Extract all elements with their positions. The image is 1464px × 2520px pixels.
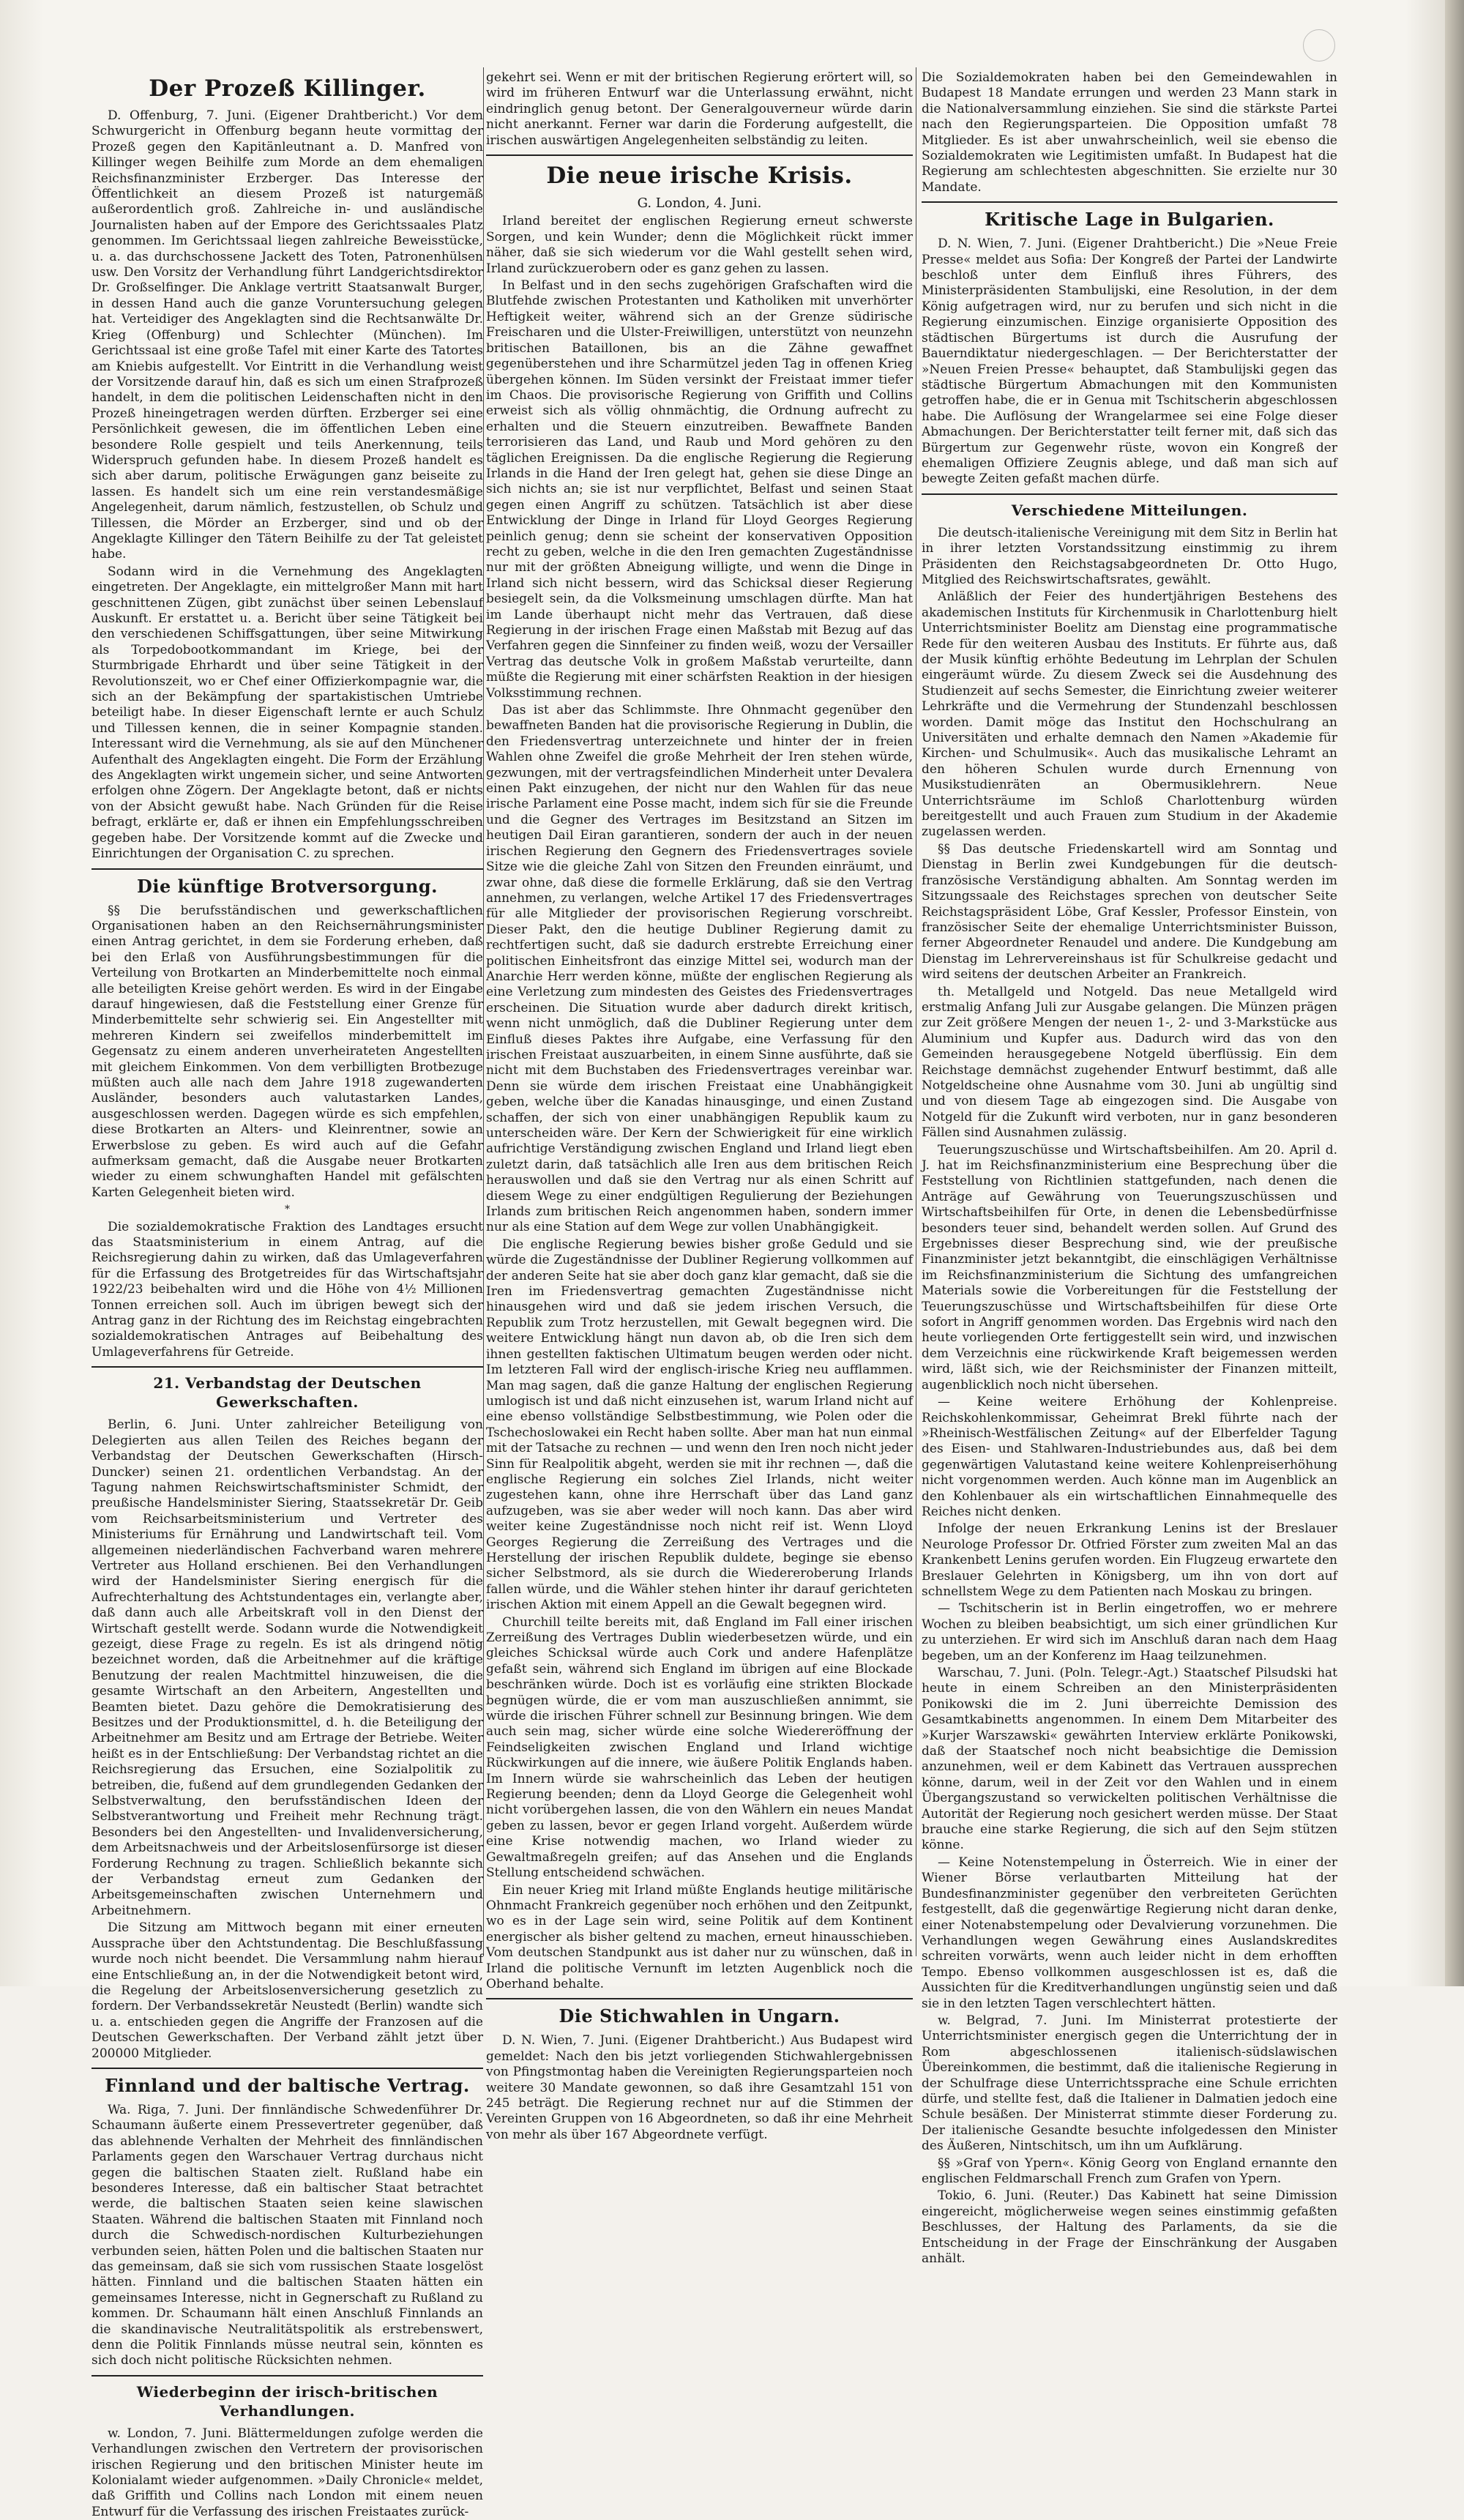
headline-stichwahlen: Die Stichwahlen in Ungarn. xyxy=(559,2005,840,2027)
headline-finnland: Finnland und der baltische Vertrag. xyxy=(105,2074,470,2096)
article-text: — Keine weitere Erhöhung der Kohlenpreise. Reichskohlenkommissar, Geheimrat Brekl führte nach der »Rheinisch-Westfälischen Zeitung« auf der Elberfelder Tagung des Eisen- und Stahlwaren-Industriebundes aus, daß bei dem gegenwärtigen Valutastand keine weitere Kohlenpreiserhöhung nicht vorgenommen werden. Auch könne man im Augenblick an den Kohlenbauer als ein wirtschaftlichen Einnahmequelle des Reiches nicht denken. xyxy=(922,1395,1337,1519)
headline-prozess-killinger: Der Prozeß Killinger. xyxy=(149,75,426,102)
section-rule xyxy=(92,868,483,870)
article-text: Irland bereitet der englischen Regierung erneut schwerste Sorgen, und kein Wunder; denn die Möglichkeit rückt immer näher, daß sie sich wiederum vor die Wahl gestellt sehen wird, Irland zurückzuerobern oder es ganz gehen zu lassen. xyxy=(486,214,913,276)
article-text: In Belfast und in den sechs zugehörigen Grafschaften wird die Blutfehde zwischen Protestanten und Katholiken mit unverhörter Heftigkeit weiter, während sich an der Grenze südirische Freischaren und die Ulster-Freiwilligen, unterstützt von neunzehn britischen Bataillonen, bis an die Zähne gewaffnet gegenüberstehen und ihre Scharmützel jeden Tag in offenen Krieg übergehen können. Im Süden versinkt der Freistaat immer tiefer im Chaos. Die provisorische Regierung von Griffith und Collins erweist sich als völlig ohnmächtig, die Ordnung aufrecht zu erhalten und die Steuern einzutreiben. Bewaffnete Banden terrorisieren das Land, und Raub und Mord gehören zu den täglichen Ereignissen. Da die englische Regierung die Regierung Irlands in die Hand der Iren gelegt hat, gehen sie diese Dinge an sich nichts an; sie ist nur verpflichtet, Belfast und seinen Staat gegen einen Angriff zu schützen. Tatsächlich ist aber diese Entwicklung der Dinge in Irland für Lloyd Georges Regierung peinlich genug; denn sie scheint der konservativen Opposition recht zu geben, welche in die den Iren gemachten Zugeständnisse nur mit der größten Abneigung willigte, und wenn die Dinge in Irland sich nicht bessern, wird das Schicksal dieser Regierung besiegelt sein, da die Volksmeinung umschlagen dürfte. Man hat im Lande überhaupt nicht mehr das Vertrauen, daß diese Regierung in der irischen Frage einen Maßstab mit Bezug auf das Verfahren gegen die Sinnfeiner zu finden weiß, wozu der Versailler Vertrag das deutsche Volk in großem Maßstab verurteilte, dann müßte die Regierung mit einer schärfsten Reaktion in der hiesigen Volksstimmung rechnen. xyxy=(486,278,913,701)
library-stamp xyxy=(1303,29,1335,61)
article-text: Warschau, 7. Juni. (Poln. Telegr.-Agt.) Staatschef Pilsudski hat heute in einem Schreiben an den Ministerpräsidenten Ponikowski die im 2. Juni überreichte Demission des Gesamtkabinetts angenommen. In einem Dem Mitarbeiter des »Kurjer Warszawski« gewährten Interview erklärte Ponikowski, daß der Staatschef noch nicht beabsichtige die Demission anzunehmen, weil er dem Kabinett das Vertrauen aussprechen könne, darum, weil in der Zeit vor den Wahlen und in einem Übergangszustand so verwickelten politischen Verhältnisse die Autorität der Regierung noch gesichert werden müsse. Der Staat brauche eine starke Regierung, die sich auf den Sejm stützen könne. xyxy=(922,1666,1337,1853)
headline-irische-krisis: Die neue irische Krisis. xyxy=(546,163,853,190)
column-1 xyxy=(92,70,483,2519)
article-text: D. N. Wien, 7. Juni. (Eigener Drahtbericht.) Aus Budapest wird gemeldet: Nach den bis jetzt vorliegenden Stichwahlergebnissen von Pfingstmontag haben die Vereinigten Regierungsparteien noch weitere 30 Mandate gewonnen, so daß ihre Gesamtzahl 151 von 245 beträgt. Die Regierung rechnet nur auf die Stimmen der Vereinten Gruppen von 16 Abgeordneten, so daß ihr eine Mehrheit von mehr als über 167 Abgeordnete verfügt. xyxy=(486,2033,913,2142)
section-star: * xyxy=(285,1204,290,1216)
article-text: Ein neuer Krieg mit Irland müßte Englands heutige militärische Ohnmacht Frankreich gegenüber noch erhöhen und den Zeitpunkt, wo es in der Lage sein wird, seine Politik auf dem Kontinent energischer als bisher geltend zu machen, erneut hinausschieben. Vom deutschen Standpunkt aus ist daher nur zu wünschen, daß in Irland die politische Vernunft im letzten Augenblick noch die Oberhand behalte. xyxy=(486,1882,913,1991)
article-text: Die Sitzung am Mittwoch begann mit einer erneuten Aussprache über den Achtstundentag. Die Beschlußfassung wurde noch nicht beendet. Die Versammlung nahm hierauf eine Entschließung an, in der die Notwendigkeit betont wird, die Regelung der Arbeitslosenversicherung gesetzlich zu fordern. Der Verbandssekretär Neustedt (Berlin) wandte sich u. a. entschieden gegen die Angriffe der Franzosen auf die Deutschen Gewerkschaften. Der Verband zählt jetzt über 200000 Mitglieder. xyxy=(92,1920,483,2061)
article-text: §§ »Graf von Ypern«. König Georg von England ernannte den englischen Feldmarschall French zum Grafen von Ypern. xyxy=(922,2155,1337,2186)
headline-mitteilungen: Verschiedene Mitteilungen. xyxy=(1011,501,1248,519)
article-text: Teuerungszuschüsse und Wirtschaftsbeihilfen. Am 20. April d. J. hat im Reichsfinanzministerium eine Besprechung über die Feststellung von Richtlinien stattgefunden, nach denen die Anträge auf Gewährung von Teuerungszuschüssen und Wirtschaftsbeihilfen für Orte, in denen die Lebensbedürfnisse besonders teuer sind, behandelt werden sollen. Auf Grund des Ergebnisses dieser Besprechung sind, wie der preußische Finanzminister jetzt bekanntgibt, die einschlägigen Verhältnisse im Reichsfinanzministerium die Sichtung des umfangreichen Materials sowie die Vorbereitungen für die Feststellung der Teuerungszuschüsse und Wirtschaftsbeihilfen für diese Orte sofort in Angriff genommen worden. Das Ergebnis wird nach den heute vorliegenden Orte fertiggestellt sein wird, und inzwischen dem Verzeichnis eine rückwirkende Kraft beigemessen werden wird, läßt sich, wie der Reichsminister der Finanzen mitteilt, augenblicklich noch nicht übersehen. xyxy=(922,1142,1337,1393)
headline-bulgarien: Kritische Lage in Bulgarien. xyxy=(985,209,1274,231)
article-text: §§ Das deutsche Friedenskartell wird am Sonntag und Dienstag in Berlin zwei Kundgebungen für die deutsch-französische Verständigung abhalten. Am Sonntag werden im Sitzungssaale des Reichstages sprechen von deutscher Seite Reichstagspräsident Löbe, Graf Kessler, Professor Einstein, von französischer Seite der ehemalige Unterrichtsminister Buisson, ferner Abgeordneter Renaudel und andere. Die Kundgebung am Dienstag im Lehrervereinshaus ist für Schulkreise gedacht und wird seitens der deutschen Arbeiter an Frankreich. xyxy=(922,841,1337,983)
article-text: D. N. Wien, 7. Juni. (Eigener Drahtbericht.) Die »Neue Freie Presse« meldet aus Sofia: Der Kongreß der Partei der Landwirte beschloß unter dem Einfluß ihres Führers, des Ministerpräsidenten Stambulijski, eine Resolution, in der dem König aufgetragen wird, nur zu berufen und sich nicht in die Regierung einzumischen. Einzige organisierte Opposition des städtischen Bürgertums ist durch die Ausrufung der Bauerndiktatur niedergeschlagen. — Der Berichterstatter der »Neuen Freien Presse« behauptet, daß Stambulijski gegen das städtische Bürgertum Abmachungen mit den Kommunisten getroffen habe, die er in Genua mit Tschitscherin abgeschlossen habe. Die Auflösung der Wrangelarmee sei eine Folge dieser Abmachungen. Der Berichterstatter teilt ferner mit, daß sich das Bürgertum zur Gegenwehr rüste, wovon ein Kongreß der ehemaligen Offiziere Zeugnis ablege, und daß man sich auf bewegte Zeiten gefaßt machen dürfe. xyxy=(922,236,1337,487)
article-text: w. London, 7. Juni. Blättermeldungen zufolge werden die Verhandlungen zwischen den Vertretern der provisorischen irischen Regierung und den britischen Minister heute im Kolonialamt wieder aufgenommen. »Daily Chronicle« meldet, daß Griffith und Collins nach London mit einem neuen Entwurf für die Verfassung des irischen Freistaates zurück- xyxy=(92,2426,483,2519)
article-text: Tokio, 6. Juni. (Reuter.) Das Kabinett hat seine Dimission eingereicht, möglicherweise wegen seines einstimmig gefaßten Beschlusses, der Haltung des Parlaments, da sie die Entscheidung in der Frage der Einschränkung der Ausgaben anhält. xyxy=(922,2188,1337,2267)
article-text: — Tschitscherin ist in Berlin eingetroffen, wo er mehrere Wochen zu bleiben beabsichtigt, um sich einer gründlichen Kur zu unterziehen. Er wird sich im Anschluß daran nach dem Haag begeben, um an der Konferenz im Haag teilzunehmen. xyxy=(922,1601,1337,1663)
article-text: Churchill teilte bereits mit, daß England im Fall einer irischen Zerreißung des Vertrages Dublin wiederbesetzen würde, und ein gleiches Schicksal würde auch Cork und andere Hafenplätze gefaßt sein, während sich England im übrigen auf eine Blockade beschränken würde. Doch ist es vorläufig eine strikten Blockade begnügen würde, die er vom man auszuschließen annimmt, sie würde die irischen Führer schnell zur Besinnung bringen. Wie dem auch sein mag, sicher würde eine solche Wiedereröffnung der Feindseligkeiten zwischen England und Irland wichtige Rückwirkungen auf die innere, wie äußere Politik Englands haben. Im Innern würde sie wahrscheinlich das Leben der heutigen Regierung beenden; denn da Lloyd George die Gelegenheit wohl nicht vorübergehen lassen, die von den Wählern ein neues Mandat geben zu lassen, bevor er gegen Irland vorgeht. Außerdem würde eine Krise notwendig machen, wo Irland wieder zu Gewaltmaßregeln greifen; auf das Ansehen und die Englands Stellung entscheidend schwächen. xyxy=(486,1614,913,1881)
article-text: Sodann wird in die Vernehmung des Angeklagten eingetreten. Der Angeklagte, ein mittelgroßer Mann mit hart geschnittenen Zügen, gibt zunächst über seinen Lebenslauf Auskunft. Er erstattet u. a. Bericht über seine Tätigkeit bei den verschiedenen Schiffsgattungen, über seine Mitwirkung als Torpedobootkommandant im Kriege, bei der Sturmbrigade Ehrhardt und über seine Tätigkeit in der Revolutionszeit, wo er Chef einer Offizierkompagnie war, die sich an der Bekämpfung der spartakistischen Umtriebe beteiligt habe. In dieser Eigenschaft lernte er auch Schulz und Tillessen kennen, die in seiner Kompagnie standen. Interessant wird die Vernehmung, als sie auf den Münchener Aufenthalt des Angeklagten eingeht. Die Form der Erzählung des Angeklagten wirkt ungemein sicher, und seine Antworten erfolgen ohne Zögern. Der Angeklagte betont, daß er nichts von der Absicht gewußt habe. Nach Gründen für die Reise befragt, erklärte er, daß er ihnen ein Empfehlungsschreiben gegeben habe. Der Vorsitzende kommt auf die Zwecke und Einrichtungen der Organisation C. zu sprechen. xyxy=(92,564,483,862)
article-text: Die sozialdemokratische Fraktion des Landtages ersucht das Staatsministerium in einem Antrag, auf die Reichsregierung dahin zu wirken, daß das Umlageverfahren für die Erfassung des Brotgetreides für das Wirtschaftsjahr 1922/23 beibehalten wird und die Höhe von 4½ Millionen Tonnen erreichen soll. Auch im übrigen bewegt sich der Antrag ganz in der Richtung des im Reichstag eingebrachten sozialdemokratischen Antrages auf Beibehaltung des Umlageverfahrens für Getreide. xyxy=(92,1219,483,1360)
article-text: Infolge der neuen Erkrankung Lenins ist der Breslauer Neurologe Professor Dr. Otfried Förster zum zweiten Mal an das Krankenbett Lenins gerufen worden. Ein Flugzeug erwartete den Breslauer Gelehrten in Königsberg, um ihn von dort auf schnellstem Wege zu dem Patienten nach Moskau zu bringen. xyxy=(922,1521,1337,1599)
column-3 xyxy=(922,70,1337,2267)
article-text: th. Metallgeld und Notgeld. Das neue Metallgeld wird erstmalig Anfang Juli zur Ausgabe gelangen. Die Münzen prägen zur Zeit größere Mengen der neuen 1-, 2- und 3-Markstücke aus Aluminium und Kupfer aus. Dadurch wird das von den Gemeinden herausgegebene Notgeld überflüssig. Ein dem Reichstage demnächst zugehender Entwurf bestimmt, daß alle Notgeldscheine ohne Ausnahme vom 30. Juni ab ungültig sind und von diesem Tage ab eingezogen sind. Die Ausgabe von Notgeld für die Zukunft wird verboten, nur in ganz besonderen Fällen sind Ausnahmen zulässig. xyxy=(922,984,1337,1141)
section-rule xyxy=(922,201,1337,203)
article-text: Die deutsch-italienische Vereinigung mit dem Sitz in Berlin hat in ihrer letzten Vorstandssitzung einstimmig zu ihrem Präsidenten den Reichstagsabgeordneten Dr. Otto Hugo, Mitglied des Reichswirtschaftsrates, gewählt. xyxy=(922,525,1337,587)
headline-verbandstag: 21. Verbandstag der Deutschen Gewerkschaften. xyxy=(153,1374,422,1412)
section-rule xyxy=(486,154,913,156)
section-rule xyxy=(92,2375,483,2377)
article-text: D. Offenburg, 7. Juni. (Eigener Drahtbericht.) Vor dem Schwurgericht in Offenburg begann heute vormittag der Prozeß gegen den Kapitänleutnant a. D. Manfred von Killinger wegen Beihilfe zum Morde an dem ehemaligen Reichsfinanzminister Erzberger. Das Interesse der Öffentlichkeit an diesem Prozeß ist naturgemäß außerordentlich groß. Zahlreiche in- und ausländische Journalisten haben auf der Empore des Gerichtssaales Platz genommen. Im Gerichtssaal liegen zahlreiche Beweisstücke, u. a. das durchschossene Jackett des Toten, Patronenhülsen usw. Den Vorsitz der Verhandlung führt Landgerichtsdirektor Dr. Großselfinger. Die Anklage vertritt Staatsanwalt Burger, in dessen Hand auch die ganze Voruntersuchung gelegen hat. Verteidiger des Angeklagten sind die Rechtsanwälte Dr. Krieg (Offenburg) und Schlechter (München). Im Gerichtssaal ist eine große Tafel mit einer Karte des Tatortes am Kniebis aufgestellt. Vor Eintritt in die Verhandlung weist der Vorsitzende darauf hin, daß es sich um einen Strafprozeß handelt, in dem die politischen Leidenschaften nicht in den Prozeß hineingetragen werden dürften. Erzberger sei eine Persönlichkeit gewesen, die im öffentlichen Leben eine besondere Rolle gespielt und teils Anerkennung, teils Widerspruch gefunden habe. In diesem Prozeß handelt es sich aber darum, politische Erwägungen ganz beiseite zu lassen. Es handelt sich um eine rein verstandesmäßige Angelegenheit, darum nämlich, festzustellen, ob Schulz und Tillessen, die Mörder an Erzberger, sind und ob der Angeklagte Killinger den Tätern Beihilfe zu der Tat geleistet habe. xyxy=(92,108,483,562)
headline-wiederbeginn: Wiederbeginn der irisch-britischen Verhandlungen. xyxy=(136,2382,438,2420)
section-rule xyxy=(922,493,1337,495)
column-2 xyxy=(486,70,913,2142)
article-text: Die Sozialdemokraten haben bei den Gemeindewahlen in Budapest 18 Mandate errungen und werden 23 Mann stark in die Nationalversammlung einziehen. Sie sind die stärkste Partei nach den Regierungsparteien. Die Opposition umfaßt 78 Mitglieder. Es ist aber unwahrscheinlich, weil sie ebenso die Sozialdemokraten wie Legitimisten umfaßt. In Budapest hat die Regierung am schlechtesten abgeschnitten. Sie erzielte nur 30 Mandate. xyxy=(922,70,1337,195)
article-text: Wa. Riga, 7. Juni. Der finnländische Schwedenführer Dr. Schaumann äußerte einem Pressevertreter gegenüber, daß das ablehnende Verhalten der Mehrheit des finnländischen Parlaments gegen den Warschauer Vertrag durchaus nicht gegen die baltischen Staaten zielt. Rußland habe ein besonderes Interesse, daß ein baltischer Staat betrachtet werde, die baltischen Staaten seien keine slawischen Staaten. Während die baltischen Staaten mit Finnland noch durch die Schwedisch-nordischen Kulturbeziehungen verbunden seien, hätten Polen und die baltischen Staaten nur das gemeinsam, daß sie sich vom russischen Staate losgelöst hätten. Finnland und die baltischen Staaten hätten ein gemeinsames Interesse, nicht in Gegnerschaft zu Rußland zu kommen. Dr. Schaumann hält einen Anschluß Finnlands an die skandinavische Neutralitätspolitik als erstrebenswert, denn die Politik Finnlands müsse neutral sein, könnten es sich doch nicht politische Rücksichten nehmen. xyxy=(92,2102,483,2368)
section-rule xyxy=(92,2068,483,2069)
page-edge-shadow xyxy=(1445,0,1464,1986)
headline-brotversorgung: Die künftige Brotversorgung. xyxy=(137,875,438,897)
article-text: Das ist aber das Schlimmste. Ihre Ohnmacht gegenüber den bewaffneten Banden hat die provisorische Regierung in Dublin, die den Friedensvertrag unterzeichnete und hinter der in freien Wahlen ohne Zweifel die große Mehrheit der Iren stehen würde, gezwungen, mit der vertragsfeindlichen Minderheit unter Devalera einen Pakt einzugehen, der nicht nur den Wahlen für das neue irische Parlament eine Posse macht, indem sich für sie die Freunde und die Gegner des Vertrages im Besitzstand an Sitzen im heutigen Dail Eiran garantieren, sondern der auch in der neuen irischen Regierung den Gegnern des Friedensvertrages soviele Sitze wie die gleiche Zahl von Sitzen den Freunden einräumt, und zwar ohne, daß diese die formelle Erklärung, daß sie den Vertrag annehmen, zu verlangen, welche Artikel 17 des Friedensvertrages für alle Mitglieder der provisorischen Regierung vorschreibt. Dieser Pakt, den die heutige Dubliner Regierung damit zu rechtfertigen sucht, daß sie dadurch erstrebte Erreichung einer politischen Einheitsfront das einzige Mittel sei, wodurch man der Anarchie Herr werden könne, müßte der englischen Regierung als eine Verletzung zum mindesten des Geistes des Friedensvertrages erscheinen. Die Situation wurde aber dadurch direkt kritisch, wenn nicht unmöglich, daß die Dubliner Regierung unter dem Einfluß dieses Paktes ihre Aufgabe, eine Verfassung für den irischen Freistaat auszuarbeiten, in einem Sinne ausführte, daß sie nicht mit dem Buchstaben des Friedensvertrages vereinbar war. Denn sie würde dem irischen Freistaat eine Unabhängigkeit geben, welche über die Kanadas hinausginge, und einen Zustand schaffen, der sich von einer unabhängigen Republik kaum zu unterscheiden wäre. Der Kern der Schwierigkeit für eine wirklich aufrichtige Verständigung zwischen England und Irland liegt eben zuletzt darin, daß tatsächlich alle Iren aus dem britischen Reich herauswollen und daß sie den Vertrag nur als einen Schritt auf diesem Wege zu einer endgültigen Regulierung der Beziehungen Irlands zum britischen Reich angenommen haben, sondern immer nur als eine Station auf dem Wege zur vollen Unabhängigkeit. xyxy=(486,703,913,1235)
section-rule xyxy=(486,1998,913,1999)
article-text: Die englische Regierung bewies bisher große Geduld und sie würde die Zugeständnisse der Dubliner Regierung vollkommen auf der anderen Seite hat sie aber doch ganz klar gemacht, daß sie die Iren im Friedensvertrag gemachten Zugeständnisse nicht hinausgehen wird und daß sie jedem irischen Versuch, die Republik zum Trotz herzustellen, mit Gewalt begegnen wird. Die weitere Entwicklung hängt nun davon ab, ob die Iren sich dem ihnen gestellten faktischen Ultimatum beugen werden oder nicht. Im letzteren Fall wird der englisch-irische Krieg neu aufflammen. Man mag sagen, daß die ganze Haltung der englischen Regierung umlogisch ist und daß nicht einzusehen ist, warum Irland nicht auf eine ebenso vollständige Selbstbestimmung, wie Polen oder die Tschechoslowakei ein Recht haben sollte. Aber man hat nun einmal mit der Tatsache zu rechnen — und wenn den Iren noch nicht jeder Sinn für Realpolitik abgeht, werden sie mit ihr rechnen —, daß die englische Regierung ein solches Ziel Irlands, nicht weiter zugestehen kann, ohne ihre Herrschaft über das Land ganz aufzugeben, was sie aber weder will noch kann. Das aber wird weiter keine Zugeständnisse noch nicht reif ist. Wenn Lloyd Georges Regierung die Zerreißung des Vertrages und die Herstellung der irischen Republik duldete, beginge sie ebenso sicher Selbstmord, als sie durch die Wiedereroberung Irlands fallen würde, und die Wähler stehen hinter ihr darauf gerichteten irischen Aktion mit einem Appell an die Gewalt begegnen wird. xyxy=(486,1237,913,1613)
article-text: w. Belgrad, 7. Juni. Im Ministerrat protestierte der Unterrichtsminister energisch gegen die Unterrichtung der in Rom abgeschlossenen italienisch-südslawischen Übereinkommen, die bestimmt, daß die italienische Regierung in der Schulfrage diese Unterrichtssprache eine Schule errichten dürfe, und stellte fest, daß die Italiener in Dalmatien jedoch eine Schule besäßen. Der Ministerrat stimmte dieser Forderung zu. Der italienische Gesandte besuchte infolgedessen den Minister des Äußeren, Nintschitsch, um ihn um Aufklärung. xyxy=(922,2013,1337,2154)
article-text: — Keine Notenstempelung in Österreich. Wie in einer der Wiener Börse verlautbarten Mitteilung hat der Bundesfinanzminister gegenüber den verbreiteten Gerüchten festgestellt, daß die gegenwärtige Regierung nicht daran denke, einer Notenabstempelung oder Devalvierung vorzunehmen. Die Verhandlungen wegen Gewährung eines Auslandskredites schreiten vorwärts, wenn auch leider nicht in dem erhofften Tempo. Ebenso vollkommen ausgeschlossen ist es, daß die Aussichten für die Kreditverhandlungen ungünstig seien und daß sie in den letzten Tagen verschlechtert hätten. xyxy=(922,1854,1337,2011)
article-text: Anläßlich der Feier des hundertjährigen Bestehens des akademischen Instituts für Kirchenmusik in Charlottenburg hielt Unterrichtsminister Boelitz am Dienstag eine programmatische Rede für den weiteren Ausbau des Instituts. Er führte aus, daß der Musik künftig erhöhte Bedeutung im Lehrplan der Schulen eingeräumt würde. Zu diesem Zweck sei die Ausdehnung des Studienzeit auf sechs Semester, die Einrichtung zweier weiterer Lehrkräfte und die Vermehrung der Stundenzahl beschlossen worden. Damit möge das Institut den Hochschulrang an Universitäten und erhalte demnach den Namen »Akademie für Kirchen- und Schulmusik«. Auch das musikalische Lehramt an den höheren Schulen wurde durch Ernennung von Musikstudienräten an Obermusiklehrern. Neue Unterrichtsräume im Schloß Charlottenburg würden bereitgestellt und auch Frauen zum Studium in der Akademie zugelassen werden. xyxy=(922,589,1337,840)
article-text: Berlin, 6. Juni. Unter zahlreicher Beteiligung von Delegierten aus allen Teilen des Reiches begann der Verbandstag der Deutschen Gewerkschaften (Hirsch-Duncker) seinen 21. ordentlichen Verbandstag. An der Tagung nahmen Reichswirtschaftsminister Schmidt, der preußische Handelsminister Siering, Staatssekretär Dr. Geib vom Reichsarbeitsministerium und Vertreter des Ministeriums für Ernährung und Landwirtschaft teil. Vom allgemeinen niederländischen Fachverband waren mehrere Vertreter aus Holland erschienen. Bei den Verhandlungen wird der Handelsminister Siering energisch für die Aufrechterhaltung des Achtstundentages ein, verlangte aber, daß dann auch alle Arbeitskraft voll in den Dienst der Wirtschaft gestellt werde. Sodann wurde die Notwendigkeit gezeigt, diese Frage zu regeln. Es ist als dringend nötig bezeichnet worden, daß die Arbeitnehmer auf die kräftige Benutzung der realen Machtmittel hinzuweisen, die die gesamte Wirtschaft an den Arbeitern, Angestellten und Beamten bietet. Dazu gehöre die Demokratisierung des Besitzes und der Produktionsmittel, d. h. die Beteiligung der Arbeitnehmer am Besitz und am Ertrage der Betriebe. Weiter heißt es in der Entschließung: Der Verbandstag richtet an die Reichsregierung das Ersuchen, eine Sozialpolitik zu betreiben, die, fußend auf dem grundlegenden Gedanken der Selbstverwaltung, den berufsständischen Ideen der Selbstverantwortung und Freiheit mehr Rechnung trägt. Besonders bei den Angestellten- und Invalidenversicherung, dem Arbeitsnachweis und der Arbeitslosenfürsorge ist dieser Forderung Rechnung zu tragen. Schließlich bekannte sich der Verbandstag erneut zum Gedanken der Arbeitsgemeinschaften zwischen Unternehmern und Arbeitnehmern. xyxy=(92,1417,483,1918)
article-text: §§ Die berufsständischen und gewerkschaftlichen Organisationen haben an den Reichsernährungsminister einen Antrag gerichtet, in dem sie Forderung erheben, daß bei den Erlaß von Ausführungsbestimmungen für die Verteilung von Brotkarten an Minderbemittelte noch einmal alle beteiligten Kreise gehört werden. Es wird in der Eingabe darauf hingewiesen, daß die Feststellung einer Grenze für Minderbemittelte sehr schwierig sei. Ein Angestellter mit mehreren Kindern sei zweifellos minderbemittelt im Gegensatz zu einem anderen unverheirateten Angestellten mit gleichem Einkommen. Von dem verbilligten Brotbezuge müßten auch alle nach dem Jahre 1918 zugewanderten Ausländer, besonders auch valutastarken Landes, ausgeschlossen werden. Dagegen würde es sich empfehlen, diese Brotkarten an Alters- und Kleinrentner, sowie an Erwerbslose zu geben. Es wird auch auf die Gefahr aufmerksam gemacht, daß die Ausgabe neuer Brotkarten wieder zu einem schwunghaften Handel mit gefälschten Karten Gelegenheit bieten wird. xyxy=(92,903,483,1200)
column-rule-1 xyxy=(483,67,484,1956)
article-text: gekehrt sei. Wenn er mit der britischen Regierung erörtert will, so wird im früheren Entwurf war die Unterlassung erwähnt, nicht eindringlich genug betont. Der Generalgouverneur würde darin nicht anerkannt. Ferner war darin die Forderung aufgestellt, die irischen auswärtigen Angelegenheiten selbständig zu leiten. xyxy=(486,70,913,148)
section-rule xyxy=(92,1366,483,1368)
dateline: G. London, 4. Juni. xyxy=(637,195,762,212)
